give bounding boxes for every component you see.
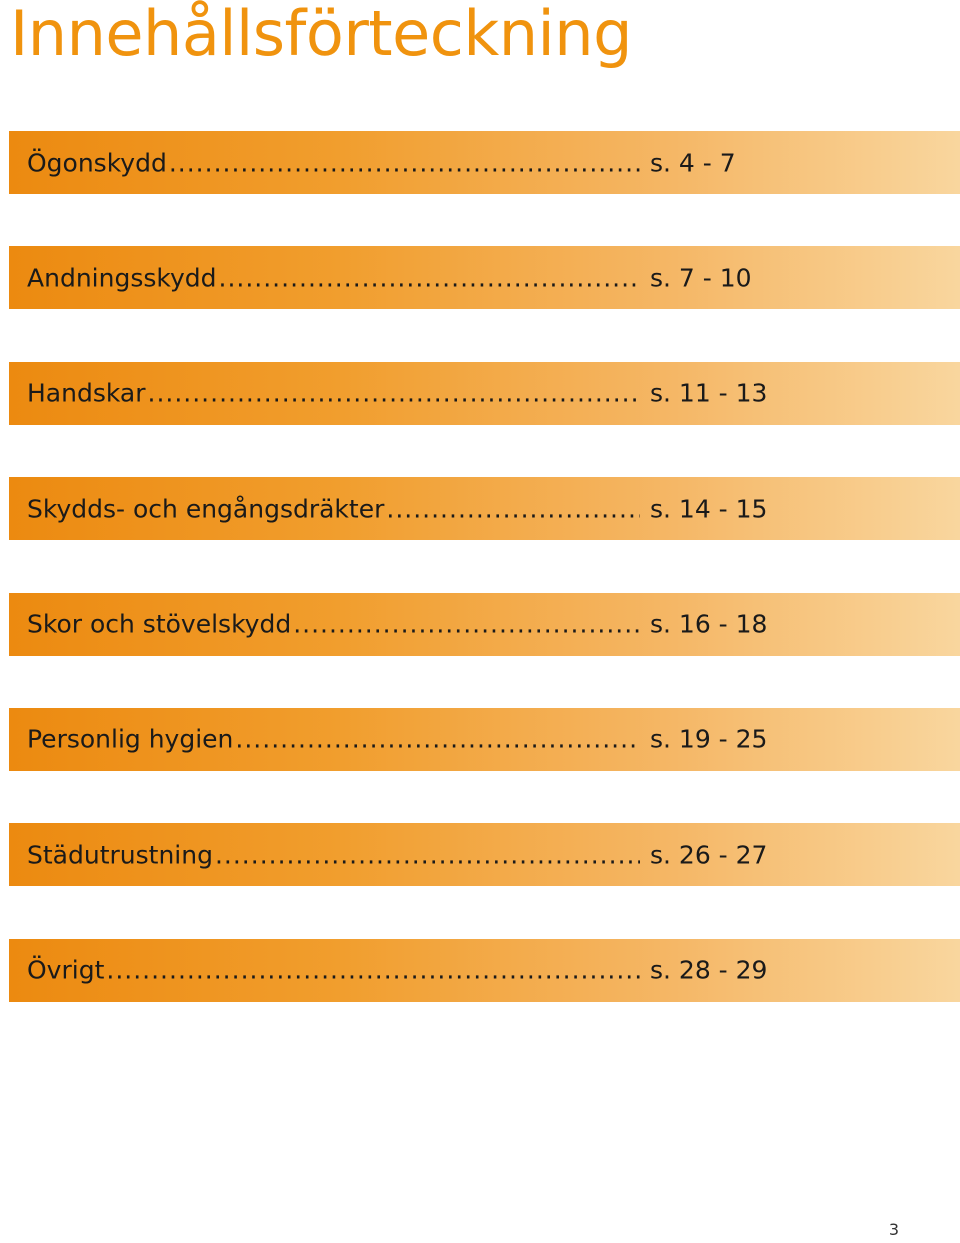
toc-entry-pages: s. 19 - 25 <box>650 724 768 754</box>
toc-entry-pages: s. 11 - 13 <box>650 378 768 408</box>
toc-entry-label: Övrigt <box>27 955 105 985</box>
toc-entry-ogonskydd[interactable] <box>9 131 960 194</box>
toc-entry-pages: s. 26 - 27 <box>650 840 768 870</box>
toc-entry-text <box>27 609 768 639</box>
table-of-contents <box>9 131 960 1054</box>
toc-entry-label: Ögonskydd <box>27 148 167 177</box>
dot-leader <box>219 263 641 292</box>
dot-leader <box>148 379 641 408</box>
toc-entry-stadutrustning[interactable] <box>9 823 960 886</box>
toc-entry-pages: s. 14 - 15 <box>650 494 768 524</box>
dot-leader <box>235 725 640 754</box>
toc-entry-text <box>27 494 768 524</box>
toc-entry-label: Handskar <box>27 378 146 408</box>
toc-entry-skydds-och-engangsdrakter[interactable] <box>9 477 960 540</box>
toc-entry-pages: s. 4 - 7 <box>650 148 736 177</box>
dot-leader <box>386 494 640 523</box>
toc-entry-text <box>27 263 760 292</box>
toc-entry-pages: s. 28 - 29 <box>650 955 768 985</box>
toc-entry-text <box>27 724 768 754</box>
toc-entry-pages: s. 7 - 10 <box>650 263 752 293</box>
toc-entry-text <box>27 955 768 985</box>
toc-entry-label: Personlig hygien <box>27 724 234 754</box>
toc-entry-text <box>27 148 760 177</box>
toc-entry-text <box>27 378 768 408</box>
toc-entry-label: Skor och stövelskydd <box>27 609 292 639</box>
toc-entry-label: Andningsskydd <box>27 263 217 293</box>
toc-entry-andningsskydd[interactable] <box>9 246 960 309</box>
toc-entry-handskar[interactable] <box>9 362 960 425</box>
toc-entry-label: Skydds- och engångsdräkter <box>27 494 385 524</box>
dot-leader <box>169 148 640 177</box>
toc-entry-label: Städutrustning <box>27 840 213 870</box>
toc-entry-skor-och-stovelskydd[interactable] <box>9 593 960 656</box>
page-title: Innehållsförteckning <box>10 0 632 70</box>
dot-leader <box>293 610 640 639</box>
toc-entry-personlig-hygien[interactable] <box>9 708 960 771</box>
page-number: 3 <box>888 1220 899 1239</box>
dot-leader <box>215 840 640 869</box>
toc-entry-text <box>27 840 768 870</box>
dot-leader <box>106 956 640 985</box>
toc-entry-ovrigt[interactable] <box>9 939 960 1002</box>
toc-entry-pages: s. 16 - 18 <box>650 609 768 639</box>
